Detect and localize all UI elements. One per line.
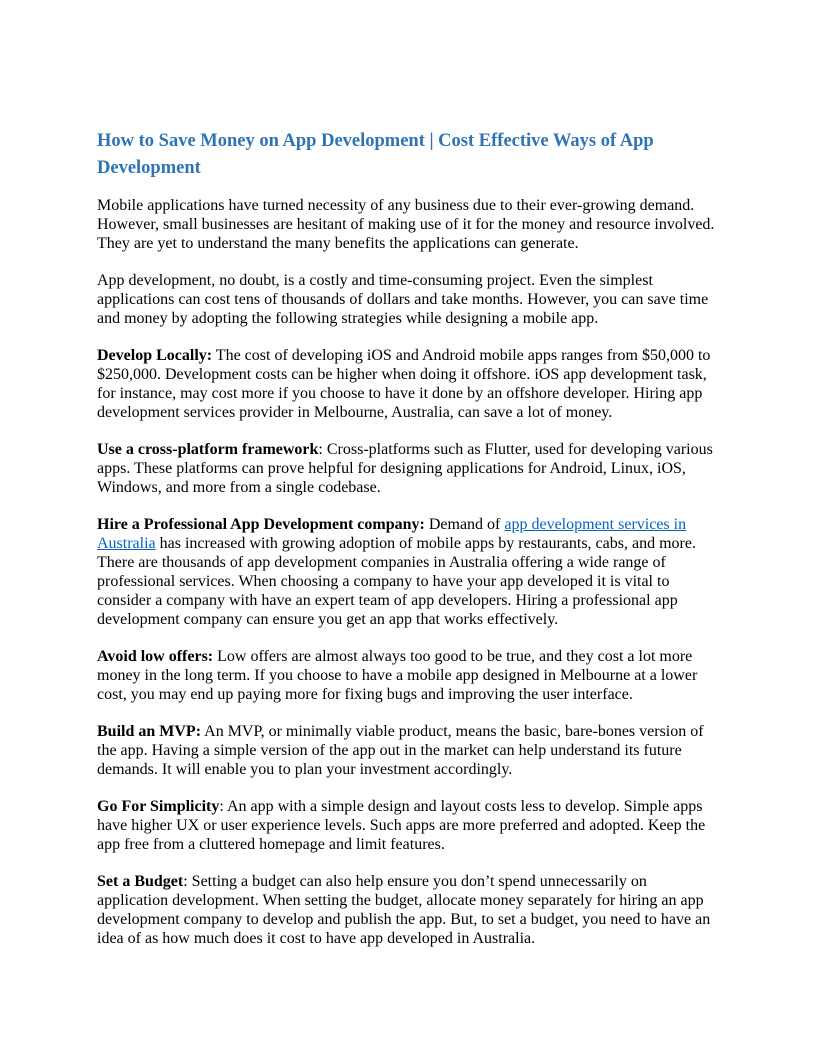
- bold-lead-text: Use a cross-platform framework: [97, 441, 319, 458]
- document-title: How to Save Money on App Development | Cost Effective Ways of App Development: [97, 131, 654, 178]
- paragraph: [97, 872, 720, 948]
- body-text: An MVP, or minimally viable product, means the basic, bare-bones version of the app. Having a simple version of the app out in the market can help understand its future demands. It will enable you to plan your investment accordingly.: [97, 723, 704, 778]
- body-text: : An app with a simple design and layout costs less to develop. Simple apps have higher UX or user experience levels. Such apps are more preferred and adopted. Keep the app free from a cluttered homepage and limit features.: [97, 798, 706, 853]
- bold-lead-text: Build an MVP:: [97, 723, 202, 740]
- bold-lead-text: Avoid low offers:: [97, 648, 214, 665]
- body-text: has increased with growing adoption of mobile apps by restaurants, cabs, and more. There are thousands of app development companies in Australia offering a wide range of professional services. When choosing a company to have your app developed it is vital to consider a company with have an expert team of app developers. Hiring a professional app development company can ensure you get an app that works effectively.: [97, 535, 696, 628]
- body-text: : Setting a budget can also help ensure you don’t spend unnecessarily on application development. When setting the budget, allocate money separately for hiring an app development company to develop and publish the app. But, to set a budget, you need to have an idea of as how much does it cost to have app developed in Australia.: [97, 873, 711, 947]
- bold-lead-text: Develop Locally:: [97, 347, 213, 364]
- body-text: Low offers are almost always too good to be true, and they cost a lot more money in the long term. If you choose to have a mobile app designed in Melbourne at a lower cost, you may end up paying more for fixing bugs and improving the user interface.: [97, 648, 698, 703]
- body-text: App development, no doubt, is a costly and time-consuming project. Even the simplest applications can cost tens of thousands of dollars and take months. However, you can save time and money by adopting the following strategies while designing a mobile app.: [97, 272, 709, 327]
- body-text: The cost of developing iOS and Android mobile apps ranges from $50,000 to $250,000. Development costs can be higher when doing it offshore. iOS app development task, for instance, may cost more if you choose to have it done by an offshore developer. Hiring app development services provider in Melbourne, Australia, can save a lot of money.: [97, 347, 711, 421]
- body-text: : Cross-platforms such as Flutter, used for developing various apps. These platforms can prove helpful for designing applications for Android, Linux, iOS, Windows, and more from a single codebase.: [97, 441, 713, 496]
- paragraph: [97, 647, 720, 704]
- document-body: [97, 196, 720, 948]
- body-text: Demand of: [424, 516, 505, 533]
- paragraph: [97, 440, 720, 497]
- bold-lead-text: Set a Budget: [97, 873, 184, 890]
- paragraph: [97, 797, 720, 854]
- body-text: Mobile applications have turned necessity of any business due to their ever-growing demand. However, small businesses are hesitant of making use of it for the money and resource involved. They are yet to understand the many benefits the applications can generate.: [97, 197, 715, 252]
- paragraph: [97, 271, 720, 328]
- inline-link[interactable]: app development services in Australia: [97, 516, 687, 552]
- bold-lead-text: Hire a Professional App Development company:: [97, 516, 425, 533]
- paragraph: [97, 346, 720, 422]
- bold-lead-text: Go For Simplicity: [97, 798, 220, 815]
- paragraph: [97, 515, 720, 629]
- paragraph: [97, 722, 720, 779]
- paragraph: [97, 196, 720, 253]
